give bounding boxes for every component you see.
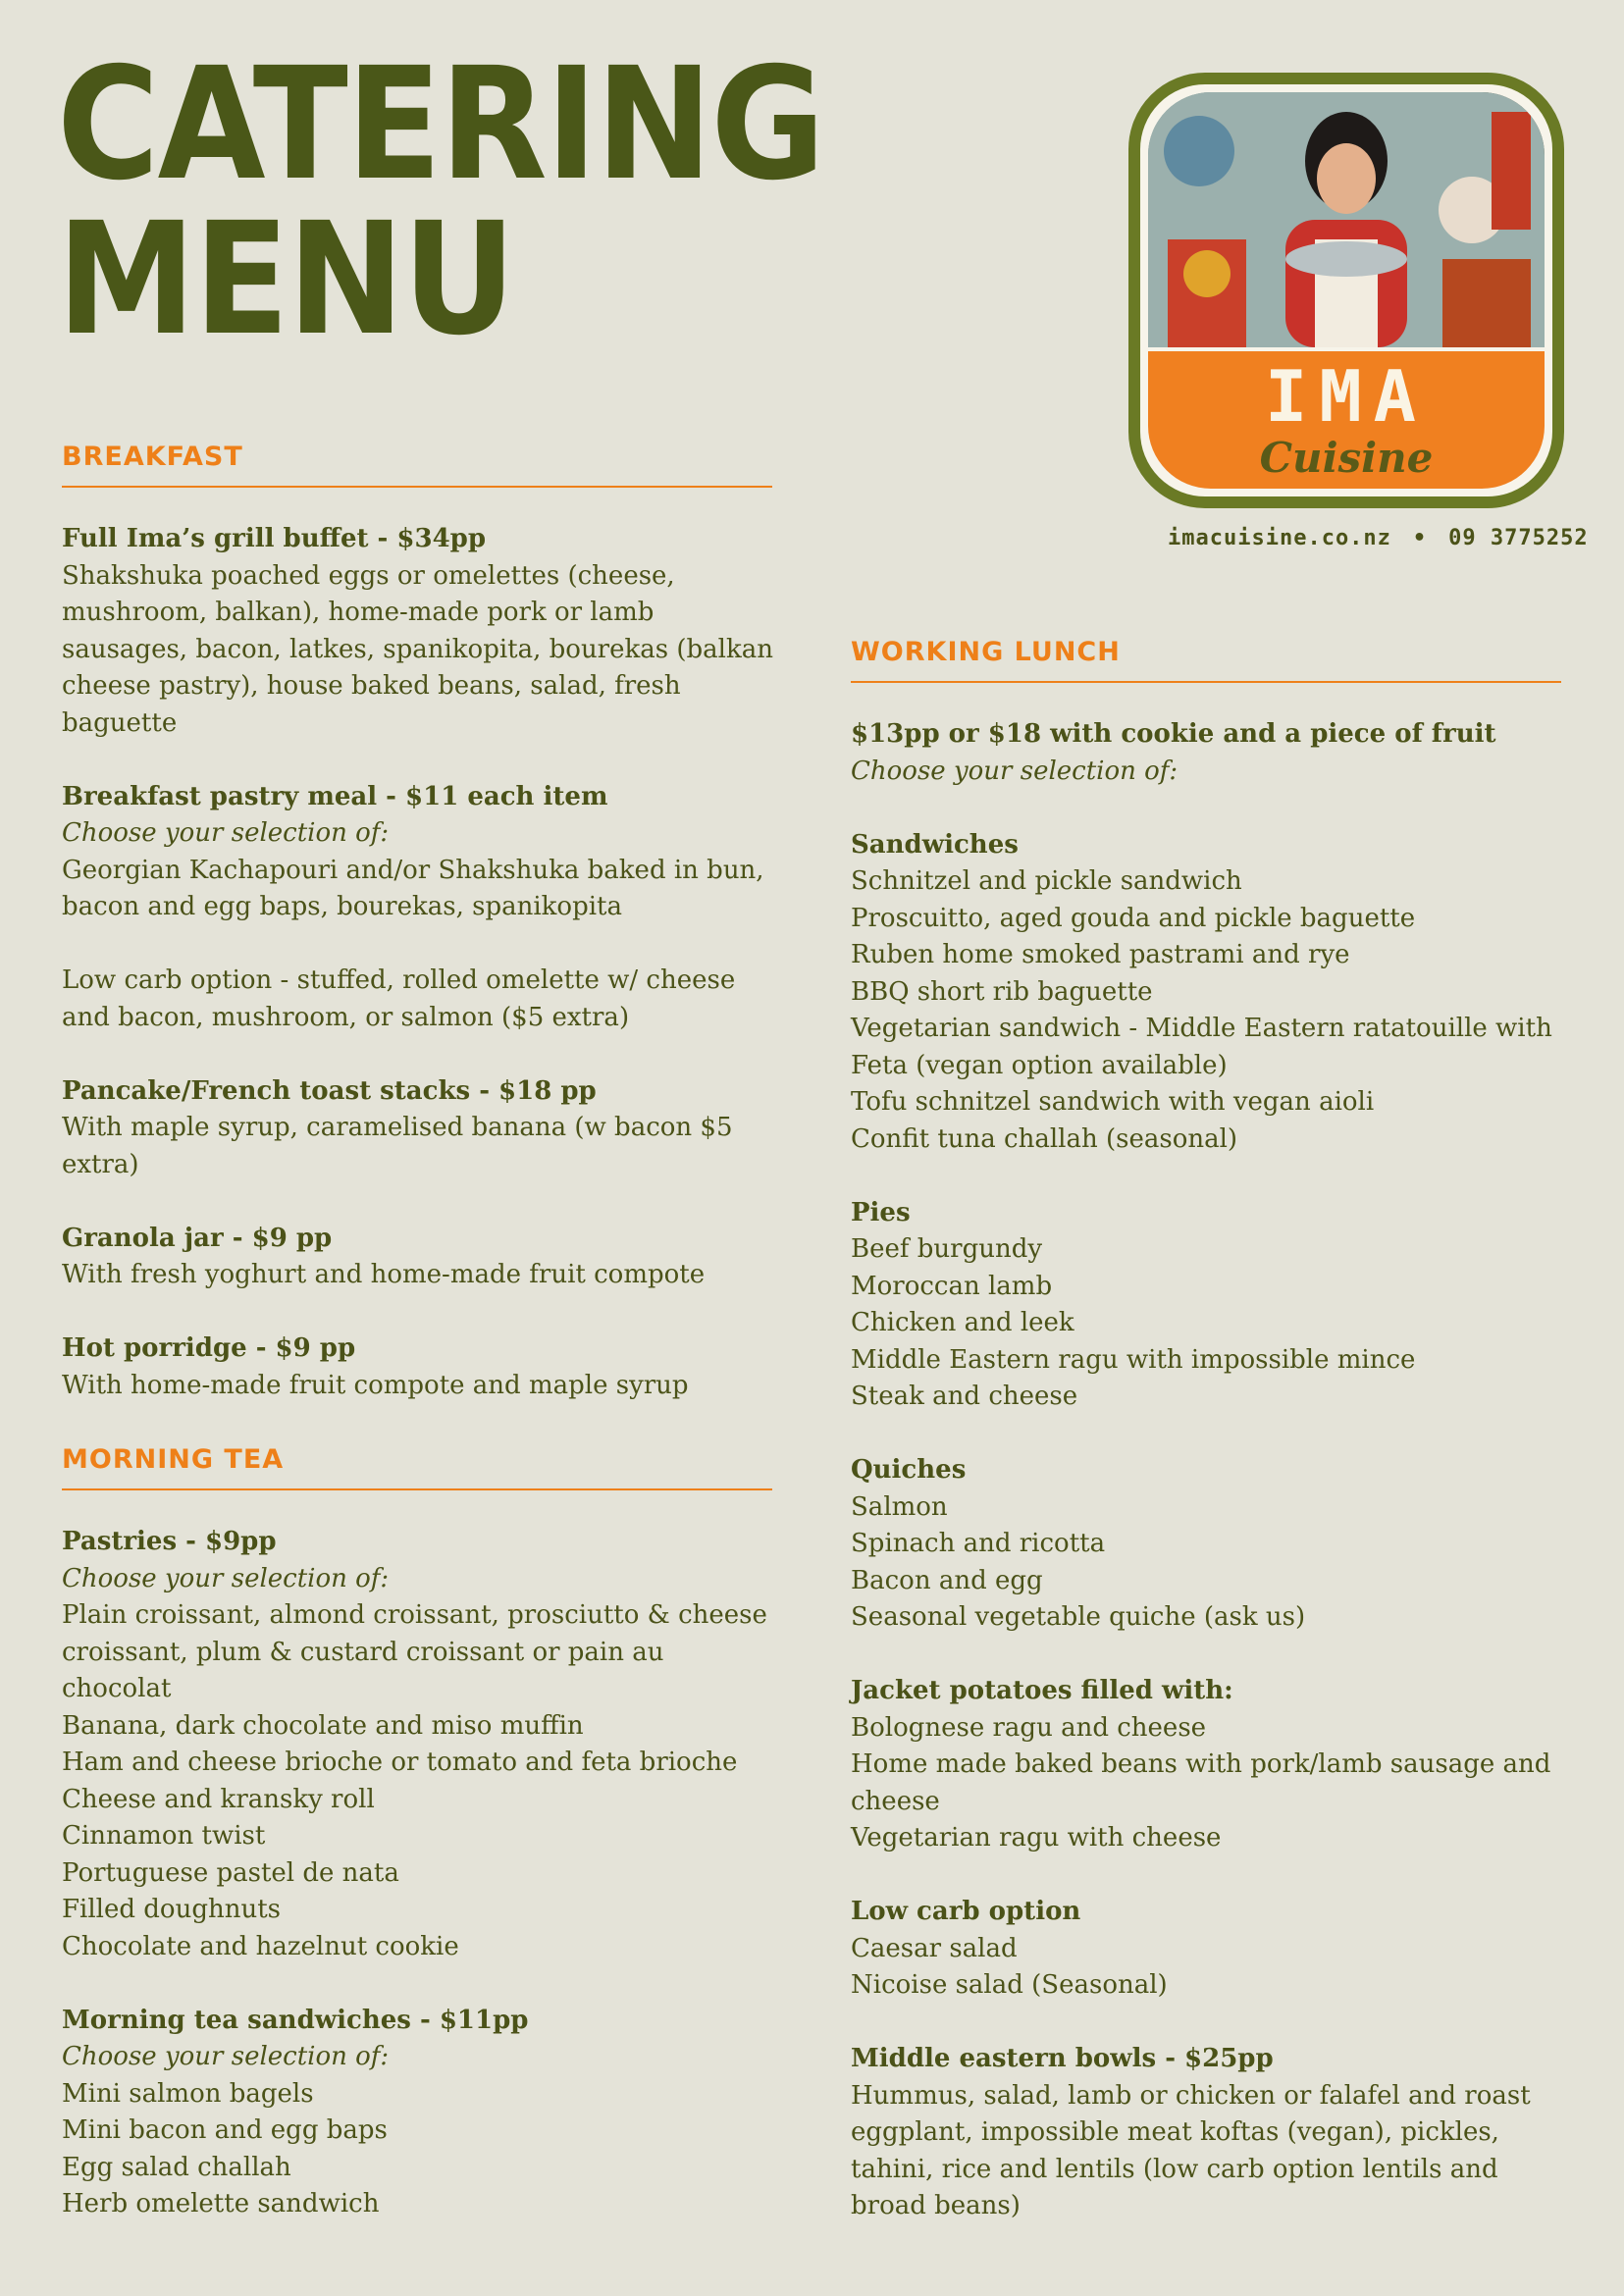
- item-text: Proscuitto, aged gouda and pickle baguette: [851, 903, 1416, 933]
- ima-cuisine-logo: [1128, 73, 1564, 508]
- item-text: Ham and cheese brioche or tomato and feta brioche: [62, 1748, 738, 1777]
- item-text: Bacon and egg: [851, 1565, 1043, 1595]
- item-text: Home made baked beans with pork/lamb sausage and: [851, 1749, 1551, 1779]
- item-text: Egg salad challah: [62, 2152, 291, 2182]
- menu-item: [62, 963, 778, 1036]
- item-text: Chicken and leek: [851, 1308, 1074, 1337]
- item-text: Nicoise salad (Seasonal): [851, 1970, 1168, 2000]
- menu-list: [62, 1524, 778, 2223]
- item-text: Plain croissant, almond croissant, prosciutto & cheese: [62, 1600, 767, 1630]
- item-title: Jacket potatoes filled with:: [851, 1676, 1233, 1705]
- logo-banner: [1148, 351, 1545, 489]
- item-text: Caesar salad: [851, 1933, 1018, 1963]
- item-text: sausages, bacon, latkes, spanikopita, bourekas (balkan: [62, 634, 773, 664]
- item-title: Pies: [851, 1197, 911, 1227]
- logo-wordmark: IMA: [1264, 355, 1429, 438]
- menu-item: [851, 1452, 1573, 1637]
- item-text: Vegetarian ragu with cheese: [851, 1823, 1222, 1852]
- item-title: Pastries - $9pp: [62, 1527, 277, 1556]
- breakfast-section: [62, 438, 778, 1404]
- logo-subtitle: Cuisine: [1259, 434, 1434, 482]
- menu-item: [851, 827, 1573, 1159]
- section-heading: BREAKFAST: [62, 442, 243, 472]
- item-text: Herb omelette sandwich: [62, 2189, 380, 2218]
- item-text: Portuguese pastel de nata: [62, 1857, 399, 1888]
- item-text: Georgian Kachapouri and/or Shakshuka baked in bun,: [62, 855, 764, 885]
- item-text: extra): [62, 1149, 139, 1179]
- item-title: Full Ima’s grill buffet - $34pp: [62, 524, 487, 553]
- item-text: Schnitzel and pickle sandwich: [851, 866, 1242, 896]
- item-text: broad beans): [851, 2191, 1021, 2220]
- menu-item: [851, 716, 1573, 790]
- item-text: mushroom, balkan), home-made pork or lamb: [62, 598, 655, 627]
- item-text: tahini, rice and lentils (low carb option lentils and: [851, 2154, 1498, 2184]
- menu-list: [62, 521, 778, 1404]
- section-divider: [62, 486, 772, 488]
- item-text: Low carb option - stuffed, rolled omelette w/ cheese: [62, 965, 736, 995]
- section-divider: [851, 681, 1561, 683]
- menu-item: [851, 1195, 1573, 1416]
- section-heading: WORKING LUNCH: [851, 637, 1121, 667]
- item-title: Morning tea sandwiches - $11pp: [62, 2005, 529, 2035]
- item-text: BBQ short rib baguette: [851, 976, 1153, 1007]
- item-title: Granola jar - $9 pp: [62, 1223, 333, 1253]
- item-text: cheese pastry), house baked beans, salad, fresh: [62, 671, 681, 701]
- item-text: eggplant, impossible meat koftas (vegan), pickles,: [851, 2117, 1499, 2147]
- item-title: Pancake/French toast stacks - $18 pp: [62, 1075, 597, 1106]
- item-text: Mini salmon bagels: [62, 2078, 314, 2109]
- logo-illustration: [1148, 92, 1545, 347]
- phone-number: 09 3775252: [1448, 526, 1589, 550]
- item-title: $13pp or $18 with cookie and a piece of fruit: [851, 719, 1496, 749]
- item-text: With fresh yoghurt and home-made fruit compote: [62, 1260, 706, 1289]
- item-text: Steak and cheese: [851, 1382, 1078, 1411]
- section-divider: [62, 1488, 772, 1490]
- item-text: Filled doughnuts: [62, 1895, 281, 1924]
- morning-tea-section: [62, 1440, 778, 2223]
- item-text: croissant, plum & custard croissant or pain au: [62, 1637, 664, 1667]
- item-text: bacon and egg baps, bourekas, spanikopita: [62, 892, 622, 921]
- item-text: Shakshuka poached eggs or omelettes (cheese,: [62, 560, 675, 591]
- menu-item: [62, 521, 778, 742]
- working-lunch-section: [851, 633, 1573, 2225]
- item-text: chocolat: [62, 1674, 172, 1703]
- bullet-separator: •: [1412, 526, 1428, 550]
- item-text: Cinnamon twist: [62, 1821, 266, 1851]
- item-text: Chocolate and hazelnut cookie: [62, 1931, 459, 1961]
- item-text: Bolognese ragu and cheese: [851, 1712, 1207, 1743]
- item-note: Choose your selection of:: [62, 818, 390, 848]
- item-note: Choose your selection of:: [62, 1563, 390, 1593]
- item-title: Hot porridge - $9 pp: [62, 1333, 356, 1363]
- item-text: Vegetarian sandwich - Middle Eastern ratatouille with: [851, 1014, 1552, 1043]
- title-line-1: CATERING: [57, 34, 824, 215]
- item-text: Cheese and kransky roll: [62, 1784, 375, 1814]
- item-text: Confit tuna challah (seasonal): [851, 1123, 1238, 1154]
- menu-item: [62, 779, 778, 926]
- item-text: Seasonal vegetable quiche (ask us): [851, 1602, 1306, 1632]
- item-note: Choose your selection of:: [851, 756, 1179, 786]
- right-column: [851, 633, 1573, 2262]
- menu-item: [851, 2041, 1573, 2225]
- item-title: Sandwiches: [851, 829, 1019, 860]
- item-text: Moroccan lamb: [851, 1271, 1053, 1301]
- item-text: Salmon: [851, 1491, 948, 1522]
- left-column: [62, 438, 778, 2260]
- item-text: Beef burgundy: [851, 1234, 1043, 1264]
- item-text: Ruben home smoked pastrami and rye: [851, 940, 1350, 969]
- item-text: baguette: [62, 707, 178, 738]
- item-text: Hummus, salad, lamb or chicken or falafel and roast: [851, 2080, 1531, 2111]
- menu-item: [62, 2003, 778, 2223]
- item-title: Quiches: [851, 1455, 967, 1485]
- item-text: With home-made fruit compote and maple syrup: [62, 1370, 689, 1400]
- menu-list: [851, 716, 1573, 2225]
- menu-item: [62, 1221, 778, 1294]
- menu-item: [851, 1673, 1573, 1857]
- item-text: cheese: [851, 1786, 940, 1816]
- item-text: and bacon, mushroom, or salmon ($5 extra): [62, 1002, 630, 1032]
- item-title: Breakfast pastry meal - $11 each item: [62, 781, 608, 811]
- item-note: Choose your selection of:: [62, 2042, 390, 2071]
- item-text: Spinach and ricotta: [851, 1529, 1106, 1558]
- item-text: Middle Eastern ragu with impossible mince: [851, 1344, 1416, 1375]
- item-text: Banana, dark chocolate and miso muffin: [62, 1710, 584, 1741]
- website: imacuisine.co.nz: [1168, 526, 1391, 550]
- item-title: Middle eastern bowls - $25pp: [851, 2044, 1274, 2073]
- menu-item: [62, 1331, 778, 1404]
- menu-item: [62, 1073, 778, 1184]
- item-text: Tofu schnitzel sandwich with vegan aioli: [851, 1087, 1375, 1117]
- item-title: Low carb option: [851, 1897, 1081, 1926]
- menu-item: [62, 1524, 778, 1965]
- title-line-2: MENU: [57, 189, 514, 370]
- menu-title: [57, 34, 824, 370]
- contact-line: [1168, 526, 1589, 550]
- item-text: With maple syrup, caramelised banana (w bacon $5: [62, 1113, 733, 1142]
- item-text: Mini bacon and egg baps: [62, 2115, 388, 2145]
- section-heading: MORNING TEA: [62, 1444, 285, 1475]
- menu-item: [851, 1894, 1573, 2005]
- item-text: Feta (vegan option available): [851, 1050, 1228, 1080]
- cook-illustration-icon: [1148, 92, 1545, 347]
